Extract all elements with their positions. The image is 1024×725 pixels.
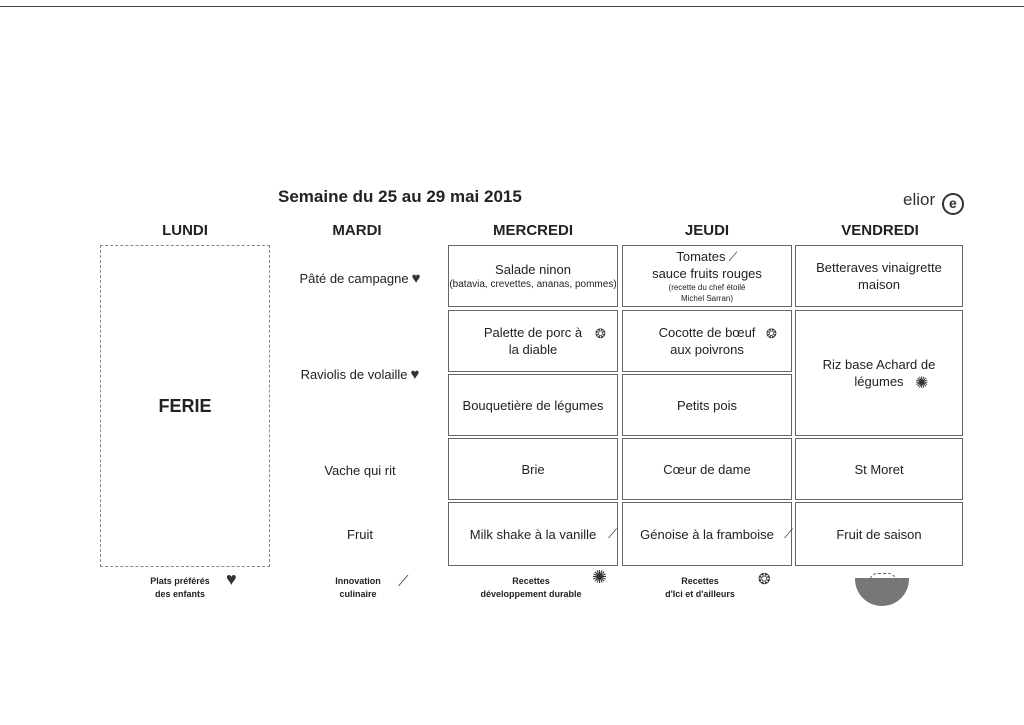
jeudi-entree-cell	[622, 245, 792, 307]
sustainable-sun-icon: ✺	[915, 375, 929, 392]
legend-ailleurs-line1: Recettes	[681, 576, 719, 586]
mardi-entree-text: Pâté de campagne	[299, 271, 409, 286]
legend-prefs-line2: des enfants	[154, 589, 205, 599]
day-header-mercredi: MERCREDI	[492, 222, 573, 239]
jeudi-fromage-cell	[622, 438, 792, 500]
day-header-mardi: MARDI	[332, 222, 382, 239]
jeudi-entree-note2: Michel Sarran)	[680, 294, 733, 303]
chef-wand-icon: ⟋	[398, 573, 409, 590]
mercredi-entree: Salade ninon	[495, 261, 571, 277]
vendredi-plat: Riz base Achard de légumes	[822, 357, 936, 389]
chef-wand-icon: ⟋	[784, 526, 794, 541]
mercredi-accompagnement: Bouquetière de légumes	[462, 397, 604, 413]
mercredi-fromage-cell	[448, 438, 618, 500]
legend-prefs	[130, 569, 237, 601]
elior-logo	[903, 190, 964, 215]
vendredi-fromage-cell	[795, 438, 963, 500]
mercredi-plat: Palette de porc à la diable	[483, 325, 583, 357]
mardi-dessert: Fruit	[347, 527, 373, 542]
legend-innov	[318, 573, 409, 601]
jeudi-accompagnement-cell	[622, 374, 792, 436]
mercredi-fromage: Brie	[521, 461, 545, 477]
brand-name: elior	[903, 190, 936, 209]
day-header-lundi: LUNDI	[162, 222, 208, 239]
top-border-line	[0, 6, 1024, 7]
legend-ailleurs-line2: d'Ici et d'ailleurs	[665, 589, 735, 599]
heart-icon: ♥	[226, 569, 237, 589]
chef-wand-icon: ⟋	[608, 526, 618, 541]
vendredi-plat-cell	[795, 310, 963, 436]
jeudi-dessert-cell	[622, 502, 792, 566]
jeudi-entree-note: (recette du chef étoilé	[668, 283, 746, 292]
day-header-jeudi: JEUDI	[684, 222, 730, 239]
mercredi-dessert-cell	[448, 502, 618, 566]
jeudi-accompagnement: Petits pois	[677, 397, 737, 413]
mercredi-entree-cell	[448, 245, 618, 307]
heart-icon: ♥	[411, 270, 421, 287]
sustainable-sun-icon: ✺	[592, 567, 608, 587]
mardi-plat-text: Raviolis de volaille	[300, 367, 408, 382]
globe-icon: ❂	[595, 326, 606, 341]
vendredi-entree-cell	[795, 245, 963, 307]
legend-prefs-line1: Plats préférés	[150, 576, 210, 586]
mercredi-entree-detail: (batavia, crevettes, ananas, pommes)	[449, 278, 617, 290]
jeudi-entree-text: Tomates	[676, 249, 726, 264]
jeudi-dessert: Génoise à la framboise	[640, 526, 774, 542]
jeudi-plat-cell	[622, 310, 792, 372]
legend-innov-line2: culinaire	[339, 589, 377, 599]
mardi-plat	[275, 366, 445, 383]
jeudi-fromage: Cœur de dame	[663, 461, 751, 477]
heart-icon: ♥	[410, 366, 420, 383]
legend-durable-line1: Recettes	[512, 576, 550, 586]
chef-wand-icon: ⟋	[728, 249, 738, 264]
mardi-fromage: Vache qui rit	[324, 463, 396, 478]
globe-icon: ❂	[766, 326, 777, 341]
vendredi-dessert-cell	[795, 502, 963, 566]
mercredi-dessert: Milk shake à la vanille	[469, 526, 597, 542]
legend-innov-line1: Innovation	[335, 576, 381, 586]
jeudi-entree	[676, 248, 737, 265]
mardi-entree	[275, 270, 445, 287]
ferie-label: FERIE	[158, 395, 212, 416]
menu-title: Semaine du 25 au 29 mai 2015	[278, 187, 522, 206]
legend-durable	[466, 567, 608, 601]
mercredi-accompagnement-cell	[448, 374, 618, 436]
jeudi-entree-line2: sauce fruits rouges	[652, 266, 762, 281]
day-header-vendredi: VENDREDI	[841, 222, 919, 239]
vendredi-dessert: Fruit de saison	[836, 526, 922, 542]
lundi-cell	[100, 245, 270, 567]
legend-ailleurs	[640, 571, 771, 601]
elior-mark-icon: e	[942, 193, 964, 215]
legend-durable-line2: développement durable	[480, 589, 582, 599]
globe-icon: ❂	[758, 571, 771, 588]
mercredi-plat-cell	[448, 310, 618, 372]
vendredi-fromage: St Moret	[854, 461, 904, 477]
jeudi-plat: Cocotte de bœuf aux poivrons	[658, 325, 756, 357]
quality-seal-logo	[855, 578, 909, 606]
vendredi-entree: Betteraves vinaigrette maison	[816, 260, 942, 292]
